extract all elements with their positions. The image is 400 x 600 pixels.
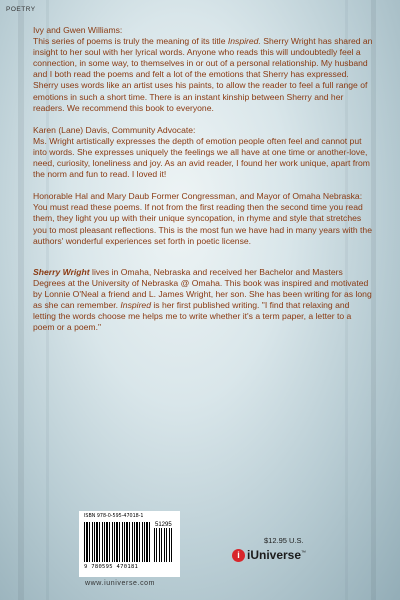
testimonial-2 [33, 125, 373, 180]
testimonial-text: Ms. Wright artistically expresses the depth of emotion people often feel and cannot put into words. She expresses uniquely the feelings we all have at one time or another-love, need, curiosity, loneliness and joy. As an avid reader, I found her work unique, apart from the norm and fun to read. I loved it! [33, 135, 370, 180]
price: $12.95 U.S. [264, 536, 304, 545]
book-title: Inspired [120, 299, 151, 310]
publisher-website[interactable]: www.iuniverse.com [85, 580, 156, 587]
isbn-text: ISBN 978-0-595-47018-1 [84, 514, 144, 519]
book-title-italic: Inspired. [227, 36, 261, 47]
barcode-addon-number: 51295 [155, 522, 172, 528]
testimonial-attribution: Honorable Hal and Mary Daub Former Congressman, and Mayor of Omaha Nebraska: [33, 191, 363, 202]
testimonial-text: This series of poems is truly the meaning of its title Inspired. Sherry Wright has shared an insight to her soul with her lyrical words. Anyone who reads this will undoubtedly feel a connection, in some way, to themselves in or out of a personal relationship. My husband and I both read the poems and felt a lot of the emotions that Sherry has expressed. Sherry uses words like an artist uses his paints, to allow the reader to feel a full range of emotions in such a short time. There is an instant kinship between Sherry and her readers. We recommend this book to everyone. [33, 36, 373, 113]
barcode-number: 9 780595 470181 [84, 564, 139, 570]
testimonial-1 [33, 25, 373, 114]
iuniverse-logo-icon: i [232, 549, 245, 562]
testimonial-text: You must read these poems. If not from the first reading then the second time you read them, they light you up with their unique syncopation, in rhyme and style that stretches you to most pleasant reflections. This is the most fun we have had in many years with the authors' wonderful experiences set forth in poetic license. [33, 202, 372, 246]
publisher-name: iUniverse™ [247, 548, 307, 562]
category-label: POETRY [6, 6, 36, 13]
tree-trunk-left [18, 0, 24, 600]
author-name: Sherry Wright [33, 266, 90, 277]
barcode-main-bars [84, 522, 150, 562]
back-cover-text [33, 25, 373, 342]
barcode [79, 511, 180, 577]
testimonial-3 [33, 191, 373, 246]
barcode-bars [84, 522, 174, 562]
publisher-logo [232, 548, 306, 562]
testimonial-attribution: Ivy and Gwen Williams: [33, 25, 123, 35]
barcode-addon-bars [154, 528, 174, 562]
testimonial-attribution: Karen (Lane) Davis, Community Advocate: [33, 124, 196, 135]
author-bio: Sherry Wright lives in Omaha, Nebraska and received her Bachelor and Masters Degrees at the University of Nebraska @ Omaha. This book was inspired and motivated by Lonnie O'Neal a friend and L. James Wright, her son. She has been writing for as long as she can remember. Inspired is her first published writing. "I find that relaxing and letting the words choose me helps me to write whether it's a term paper, a letter to a poem or a poem." [33, 266, 372, 333]
